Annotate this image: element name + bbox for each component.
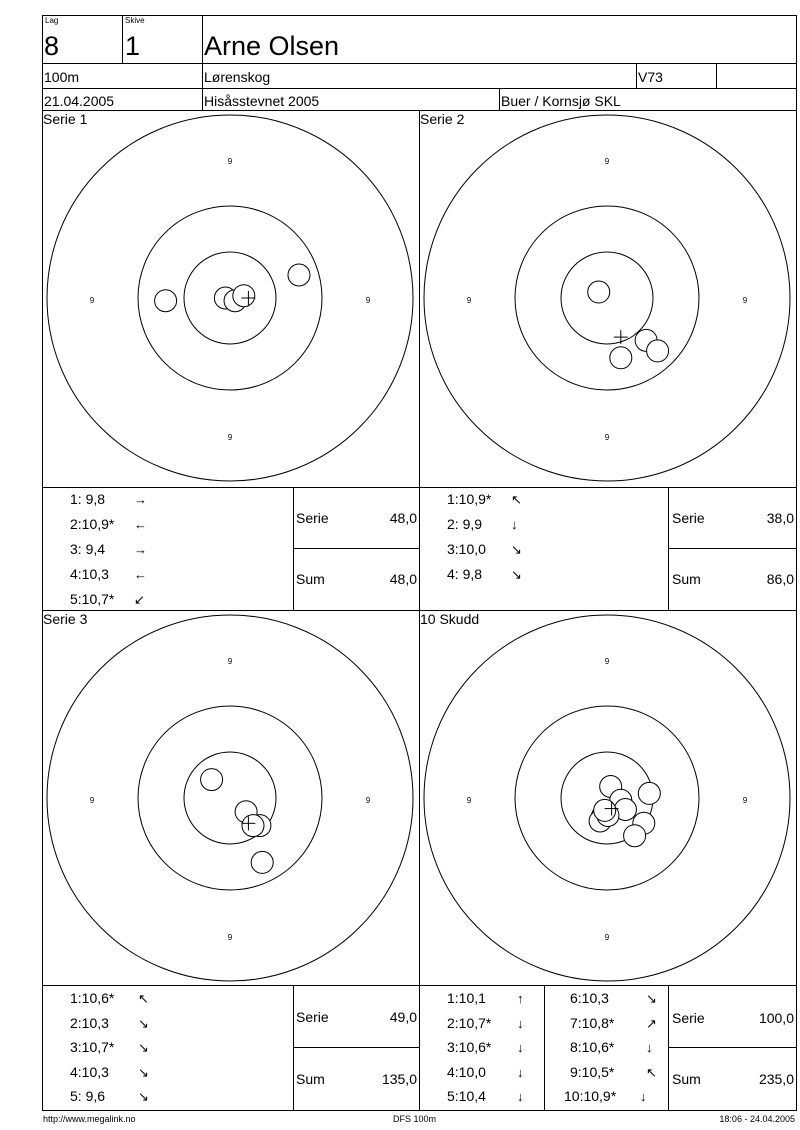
direction-arrow-icon: → (134, 492, 147, 507)
ten-shots-right-list (564, 991, 657, 1114)
ring-number-label: 9 (604, 433, 610, 442)
direction-arrow-icon: ↓ (517, 1064, 524, 1080)
direction-arrow-icon: ↘ (646, 991, 657, 1006)
direction-arrow-icon: ↖ (646, 1064, 657, 1080)
direction-arrow-icon: ↖ (138, 991, 149, 1006)
list-item: 1:10,1 ↑ (447, 990, 524, 1006)
series3-sum-value: 135,0 (381, 1071, 417, 1087)
list-item: 1:10,9* ↖ (447, 491, 522, 507)
list-item: 6:10,3 ↘ (570, 990, 657, 1006)
series2-sum-label: Sum (672, 571, 701, 587)
lag-value: 8 (44, 31, 60, 61)
ring-number-label: 9 (604, 157, 610, 166)
ring-number-label: 9 (89, 296, 95, 305)
ring-number-label: 9 (365, 796, 371, 805)
list-item: 5:10,4 ↓ (447, 1088, 524, 1104)
ten-shots-serie-value: 100,0 (758, 1010, 794, 1026)
list-item: 8:10,6* ↓ (570, 1039, 653, 1055)
series1-shot-list (70, 492, 147, 617)
distance: 100m (44, 69, 80, 85)
series3-serie-value: 49,0 (389, 1009, 417, 1025)
series2-shot-list (447, 492, 522, 592)
ring-number-label: 9 (89, 796, 95, 805)
series1-sum-label: Sum (296, 571, 325, 587)
list-item: 4:10,3 ↘ (70, 1063, 149, 1080)
footer-timestamp: 18:06 - 24.04.2005 (719, 1114, 795, 1124)
list-item: 3:10,7* ↘ (70, 1039, 149, 1055)
ten-shots-sum-value: 235,0 (758, 1071, 794, 1087)
direction-arrow-icon: ↘ (511, 567, 522, 582)
panel-title-4: 10 Skudd (420, 611, 480, 627)
target-ring (515, 706, 699, 890)
ring-number-label: 9 (365, 296, 371, 305)
class: V73 (638, 69, 663, 85)
list-item: 3:10,6* ↓ (447, 1039, 524, 1055)
series3-sum-label: Sum (296, 1071, 325, 1087)
date: 21.04.2005 (44, 93, 115, 109)
lag-label: Lag (45, 16, 59, 25)
ring-number-label: 9 (466, 796, 472, 805)
shot-hole (624, 825, 646, 847)
series3-shot-list (70, 991, 149, 1114)
ring-number-label: 9 (604, 657, 610, 666)
direction-arrow-icon: ← (134, 517, 147, 532)
series2-sum-value: 86,0 (766, 571, 794, 587)
series2-serie-label: Serie (672, 510, 705, 526)
list-item: 4:10,3 ← (70, 566, 147, 582)
series3-serie-label: Serie (296, 1009, 329, 1025)
direction-arrow-icon: ↖ (511, 492, 522, 507)
list-item: 9:10,5* ↖ (570, 1063, 657, 1080)
panel-title-3: Serie 3 (43, 611, 88, 627)
footer-center: DFS 100m (393, 1114, 437, 1124)
list-item: 2:10,7* ↓ (447, 1014, 524, 1031)
series2-serie-value: 38,0 (766, 510, 794, 526)
direction-arrow-icon: ↘ (511, 542, 522, 557)
ring-number-label: 9 (742, 796, 748, 805)
ring-number-label: 9 (227, 657, 233, 666)
skive-value: 1 (125, 31, 141, 61)
direction-arrow-icon: ↓ (517, 1015, 524, 1031)
list-item: 5:10,7* ↙ (70, 591, 145, 607)
ring-number-label: 9 (604, 933, 610, 942)
direction-arrow-icon: ↑ (517, 991, 524, 1006)
series1-sum-value: 48,0 (389, 571, 417, 587)
direction-arrow-icon: ↗ (646, 1015, 657, 1031)
direction-arrow-icon: ↘ (138, 1015, 149, 1031)
ring-number-label: 9 (466, 296, 472, 305)
direction-arrow-icon: ↙ (134, 592, 145, 607)
list-item: 3: 9,4 → (70, 541, 147, 557)
list-item: 3:10,0 ↘ (447, 541, 522, 557)
ten-shots-serie-label: Serie (672, 1010, 705, 1026)
list-item: 1:10,6* ↖ (70, 990, 149, 1006)
shooter-name: Arne Olsen (204, 31, 340, 61)
list-item: 2:10,9* ← (70, 516, 147, 532)
direction-arrow-icon: ↓ (511, 517, 518, 532)
direction-arrow-icon: ↓ (517, 1089, 524, 1104)
list-item: 2:10,3 ↘ (70, 1014, 149, 1031)
ring-number-label: 9 (742, 296, 748, 305)
ring-number-label: 9 (227, 433, 233, 442)
list-item: 4:10,0 ↓ (447, 1063, 524, 1080)
list-item: 10:10,9* ↓ (564, 1088, 647, 1104)
skive-label: Skive (125, 16, 145, 25)
direction-arrow-icon: ↘ (138, 1064, 149, 1080)
shot-hole (594, 799, 616, 821)
direction-arrow-icon: ↘ (138, 1089, 149, 1104)
list-item: 4: 9,8 ↘ (447, 566, 522, 582)
range: Buer / Kornsjø SKL (501, 93, 621, 109)
series1-serie-value: 48,0 (389, 510, 417, 526)
ten-shots-sum-label: Sum (672, 1071, 701, 1087)
event: Hisåsstevnet 2005 (204, 93, 320, 109)
ring-number-label: 9 (227, 157, 233, 166)
direction-arrow-icon: ↘ (138, 1040, 149, 1055)
shot-hole (638, 782, 660, 804)
panel-title-2: Serie 2 (420, 111, 465, 127)
list-item: 5: 9,6 ↘ (70, 1088, 149, 1104)
direction-arrow-icon: → (134, 542, 147, 557)
club: Lørenskog (204, 69, 271, 85)
ten-shots-left-list (447, 991, 524, 1114)
footer-url: http://www.megalink.no (43, 1114, 136, 1124)
direction-arrow-icon: ↓ (646, 1040, 653, 1055)
series1-serie-label: Serie (296, 510, 329, 526)
direction-arrow-icon: ↓ (640, 1089, 647, 1104)
list-item: 7:10,8* ↗ (570, 1014, 657, 1031)
list-item: 1: 9,8 → (70, 491, 147, 507)
direction-arrow-icon: ↓ (517, 1040, 524, 1055)
target-ring (424, 615, 790, 981)
panel-title-1: Serie 1 (43, 111, 88, 127)
direction-arrow-icon: ← (134, 567, 147, 582)
list-item: 2: 9,9 ↓ (447, 516, 518, 532)
ring-number-label: 9 (227, 933, 233, 942)
